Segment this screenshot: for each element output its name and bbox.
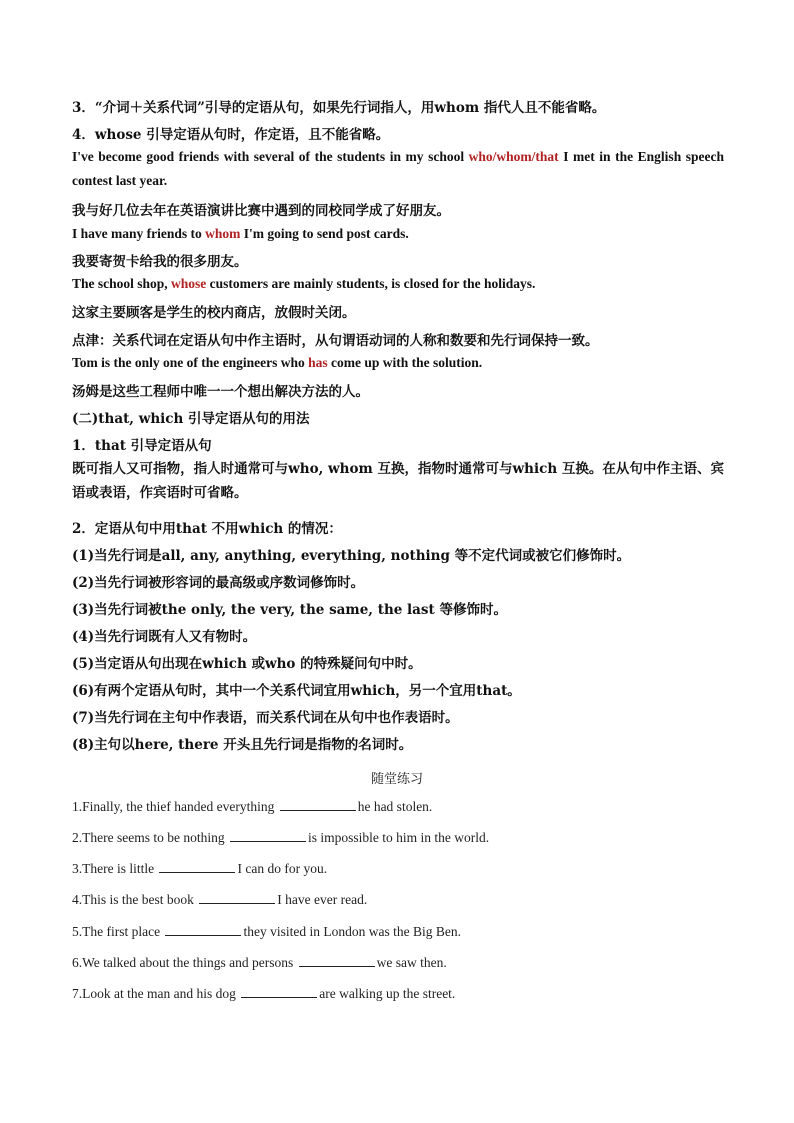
case-item: (2)当先行词被形容词的最高级或序数词修饰时。 — [72, 575, 365, 591]
question-text: 5.The first place — [72, 924, 164, 939]
case-item: (4)当先行词既有人又有物时。 — [72, 629, 257, 645]
exercise-question-6 — [72, 955, 724, 971]
example-1 — [72, 145, 724, 193]
example-3 — [72, 276, 724, 292]
answer-blank[interactable] — [299, 955, 375, 967]
example-3-keyword: whose — [171, 276, 207, 291]
subheading-that-not-which: 2．定语从句中用that 不用which 的情况： — [72, 521, 342, 537]
answer-blank[interactable] — [159, 861, 235, 873]
answer-blank[interactable] — [241, 986, 317, 998]
question-text: are walking up the street. — [319, 986, 456, 1001]
example-1-pre: I've become good friends with several of the students in my school — [72, 149, 469, 164]
answer-blank[interactable] — [199, 892, 275, 904]
case-item: (1)当先行词是all, any, anything, everything, nothing 等不定代词或被它们修饰时。 — [72, 548, 631, 564]
exercise-question-3 — [72, 861, 724, 877]
example-3-post: customers are mainly students, is closed for the holidays. — [206, 276, 536, 291]
case-item: (5)当定语从句出现在which 或who 的特殊疑问句中时。 — [72, 656, 422, 672]
answer-blank[interactable] — [280, 799, 356, 811]
example-4-translation: 汤姆是这些工程师中唯一一个想出解决方法的人。 — [72, 384, 369, 400]
question-text: is impossible to him in the world. — [307, 830, 490, 845]
question-text: I have ever read. — [277, 892, 368, 907]
exercise-question-5 — [72, 924, 724, 940]
exercise-title: 随堂练习 — [370, 772, 423, 787]
answer-blank[interactable] — [230, 830, 306, 842]
subheading-that: 1．that 引导定语从句 — [72, 438, 212, 454]
example-4-keyword: has — [308, 355, 328, 370]
example-2-pre: I have many friends to — [72, 226, 206, 241]
question-text: 6.We talked about the things and persons — [72, 955, 297, 970]
question-text: 3.There is little — [72, 861, 158, 876]
example-1-post: I met in the English speech contest last year. — [72, 149, 724, 188]
answer-blank[interactable] — [165, 924, 241, 936]
case-item: (7)当先行词在主句中作表语，而关系代词在从句中也作表语时。 — [72, 710, 459, 726]
exercise-question-4 — [72, 892, 724, 908]
question-text: 1.Finally, the thief handed everything — [72, 799, 278, 814]
rule-4: 4．whose 引导定语从句时，作定语，且不能省略。 — [72, 127, 390, 143]
example-3-translation: 这家主要顾客是学生的校内商店，放假时关闭。 — [72, 305, 356, 321]
usage-note: 点津：关系代词在定语从句中作主语时，从句谓语动词的人称和数要和先行词保持一致。 — [72, 333, 599, 349]
question-text: we saw then. — [376, 955, 447, 970]
section-heading: (二)that, which 引导定语从句的用法 — [72, 411, 310, 427]
exercise-question-1 — [72, 799, 724, 815]
question-text: 4.This is the best book — [72, 892, 198, 907]
question-text: 2.There seems to be nothing — [72, 830, 228, 845]
exercise-question-7 — [72, 986, 724, 1002]
exercise-question-2 — [72, 830, 724, 846]
question-text: he had stolen. — [357, 799, 433, 814]
case-item: (3)当先行词被the only, the very, the same, the last 等修饰时。 — [72, 602, 507, 618]
example-2-keyword: whom — [205, 226, 241, 241]
example-1-translation: 我与好几位去年在英语演讲比赛中遇到的同校同学成了好朋友。 — [72, 203, 450, 219]
question-text: 7.Look at the man and his dog — [72, 986, 240, 1001]
case-item: (8)主句以here, there 开头且先行词是指物的名词时。 — [72, 737, 413, 753]
rule-3: 3．“介词＋关系代词”引导的定语从句，如果先行词指人，用whom 指代人且不能省略。 — [72, 100, 606, 116]
example-1-keyword: who/whom/that — [468, 149, 559, 164]
that-usage-paragraph: 既可指人又可指物，指人时通常可与who, whom 互换，指物时通常可与which 互换。在从句中作主语、宾语或表语，作宾语时可省略。 — [72, 461, 724, 501]
example-3-pre: The school shop, — [72, 276, 172, 291]
example-4 — [72, 355, 724, 371]
question-text: they visited in London was the Big Ben. — [243, 924, 461, 939]
example-4-pre: Tom is the only one of the engineers who — [72, 355, 309, 370]
example-2-post: I'm going to send post cards. — [240, 226, 409, 241]
case-item: (6)有两个定语从句时，其中一个关系代词宜用which，另一个宜用that。 — [72, 683, 521, 699]
example-2 — [72, 226, 724, 242]
example-4-post: come up with the solution. — [327, 355, 483, 370]
question-text: I can do for you. — [237, 861, 328, 876]
example-2-translation: 我要寄贺卡给我的很多朋友。 — [72, 254, 248, 270]
